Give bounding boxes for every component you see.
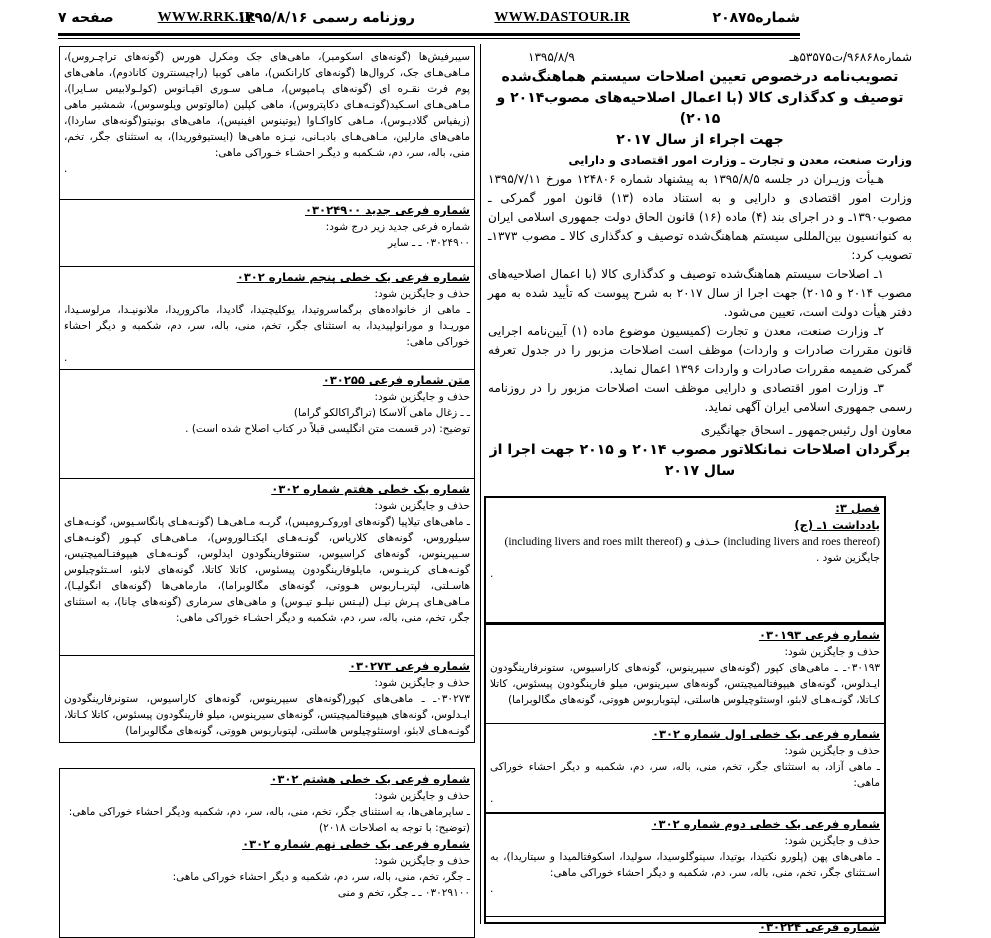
decree-column (488, 48, 912, 482)
dot-marker: . (490, 568, 494, 580)
decree-clause-1: ۱ـ اصلاحات سیستم هماهنگ‌شده توصیف و کدگذاری کالا (با اعمال اصلاحیه‌های مصوب ۲۰۱۴ و ۲۰۱۵) جهت اجرا از سال ۲۰۱۷ به شرح پیوست که تأیید شده به مهر دفتر هیأت دولت است، تعیین می‌شود. (488, 267, 912, 319)
column-divider (480, 44, 481, 924)
dastour-link[interactable]: WWW.DASTOUR.IR (494, 10, 630, 25)
dot-marker: . (64, 163, 68, 175)
section-instruction: حذف و جایگزین شود: (784, 745, 880, 757)
section-heading: شماره فرعی یک خطی نهم شماره ۰۳۰۲ (242, 837, 470, 851)
section-heading: شماره فرعی یک خطی دوم شماره ۰۳۰۲ (651, 817, 880, 831)
header-rule-thin (58, 38, 800, 39)
header-rule (58, 33, 800, 36)
section-text: ـ ـ زغال ماهی آلاسکا (تراگراکالکو گراما) (293, 407, 470, 419)
dot-marker: . (490, 793, 494, 805)
section-heading: شماره یک خطی هفتم شماره ۰۳۰۲ (271, 482, 470, 496)
section-heading: شماره فرعی جدید ۰۳۰۲۴۹۰۰ (305, 203, 470, 217)
section-heading: شماره فرعی ۰۳۰۱۹۳ (758, 628, 880, 642)
note-english-old: (including livers and roes thereof) (723, 536, 880, 548)
section-text: ۰۳۰۱۹۳ـ ـ ماهی‌های کپور (گونه‌های سیپرینوس، گونه‌های کاراسیوس، ستونرفارینگودون ایـدلوس، گونه‌های هیپوفتالمیچیتس، گونه‌های سیرینوس، میلو فارینگودون پیسئوس، کاتلا کـاتلا، گونـه‌هـای لابئو، اوستئوچیلوس هاسلتی، لپتوباربوس هووتی، گونه‌های مگالوبراما) (490, 662, 880, 706)
section-text: ۰۳۰۲۷۳ـ ـ ماهی‌های کپور(گونه‌های سیپرینوس، گونه‌های کاراسیوس، ستونرفارینگودون ایـدلوس، گونه‌های هیپوفتالمیچیتس، گونه‌های سیرینوس، میلو فارینگودون پیسئوس، کاتلا کـاتلا، گونـه‌هـای لابئو، اوستئوچیلوس هاسلتی، لپتوباربوس هووتی، گونه‌های مگالوبراما) (64, 693, 470, 737)
section-text: ـ سایرماهی‌ها، به استثنای جگر، تخم، منی، باله، سر، دم، شکمبه ودیگر احشاء خوراکی ماهی: (68, 806, 470, 818)
section-instruction: حذف و جایگزین شود: (784, 835, 880, 847)
decree-number: شماره۹۶۸۶۸/ت۵۳۵۷۵هـ (789, 50, 912, 64)
dot-marker: . (490, 883, 494, 895)
section-heading: شماره فرعی ۰۳۰۲۷۳ (348, 659, 470, 673)
section-heading: شماره فرعی یک خطی هشتم ۰۳۰۲ (270, 772, 470, 786)
ministries: وزارت صنعت، معدن و تجارت ـ وزارت امور اقتصادی و دارایی (568, 153, 912, 167)
decree-clause-3: ۳ـ وزارت امور اقتصادی و دارایی موظف است اصلاحات مزبور را در روزنامه رسمی جمهوری اسلامی ایران آگهی نماید. (488, 381, 912, 414)
note-english-new: (including livers and roes milt thereof) (504, 536, 683, 548)
section-text: ـ ماهی از خانواده‌های برگماسروتیدا، یوکلیچتیدا، گادیدا، ماکروریدا، ملانونیـدا، مرلوسـیدا، موریـدا و مورانولپیدیدا، به استثنای جگر، تخم، منی، باله، سر، دم، شکمبه و دیگر احشاء خوراکی ماهی: (64, 304, 470, 348)
subheading-03024900 (60, 200, 474, 267)
note-heading: یادداشت ۱ـ (ج) (794, 518, 880, 532)
left-amendments-table (59, 46, 475, 743)
chapter-note-section (486, 498, 884, 625)
right-amendments-table (484, 496, 886, 934)
decree-clause-2: ۲ـ وزارت صنعت، معدن و تجارت (کمیسیون موضوع ماده (۱) آیین‌نامه اجرایی قانون مقررات صادرات و واردات) موظف است اصلاحات مزبور را در جدول تعرفه گمرکی ضمیمه مقررات صادرات و واردات ۱۳۹۶ اعمال نماید. (488, 324, 912, 376)
section-instruction: حذف و جایگزین شود: (374, 855, 470, 867)
section-text: ـ ماهی‌های تیلاپیا (گونه‌های اوروکـرومیس)، گربـه مـاهی‌هـا (گونـه‌هـای پانگاسـیوس، گونـه‌هـای سیلوروس، گونه‌های کلاریاس، گونـه‌هـای ایکتـالوروس)، مـاهی‌هـای کپـور (گونـه‌هـای سـیپرینوس، گونه‌های کراسیوس، ستنوفارینگودون ایدلوس، گونـه‌هـای هیپوفتـالمیچتیس، گونـه‌هـای کرینـوس، مایلوفارینگودون پیسئوس، کاتلا کاتلا، گونه‌های لابئو، اسـتئوچیلوس هاسـلتی، لپتربـاربوس هـووتی، گونه‌های مگالوبراما)، مارماهی‌ها (گونه‌های انگولیـا)، مـاهی‌هـای پـرش نیـل (لیـتس نیلـو تیـوس) و ماهی‌های سرماری (گونه‌های چانا)، به استثنای جگر، تخم، منی، باله، سر، دم، شکمبه و دیگر احشـاء خوراکی ماهی: (64, 516, 470, 624)
section-instruction: شماره فرعی جدید زیر درج شود: (325, 221, 470, 233)
decree-date: ۱۳۹۵/۸/۹ (528, 50, 575, 64)
subheading-second-line-0302 (486, 814, 884, 917)
note-replace-text: جایگزین شود . (815, 552, 880, 564)
subheading-seventh-line-0302 (60, 479, 474, 656)
signature: معاون اول رئیس‌جمهور ـ اسحاق جهانگیری (700, 423, 912, 437)
page-number: صفحه ۷ (58, 10, 114, 26)
issue-number: شماره۲۰۸۷۵ (712, 10, 800, 26)
continued-section (60, 47, 474, 200)
rrk-link[interactable]: WWW.RRK.IR (157, 10, 255, 25)
section-heading: شماره فرعی یک خطی اول شماره ۰۳۰۲ (651, 727, 880, 741)
subheading-030224 (486, 917, 884, 938)
decree-title-line3: جهت اجراء از سال ۲۰۱۷ (616, 132, 784, 148)
subheading-fifth-line-0302 (60, 267, 474, 370)
section-text: ـ ماهی‌های پهن (پلورو نکتیدا، بوتیدا، سینوگلوسیدا، سولیدا، اسکوفتالمیدا و سیتاریدا)، به اسـتثنای جگر، تخم، منی، باله، سر، دم، شکمبه و دیگر احشاء خوراکی ماهی: (490, 851, 880, 879)
section-text: ـ ماهی آزاد، به استثنای جگر، تخم، منی، باله، سر، دم، شکمبه و دیگر احشاء خوراکی ماهی: (490, 761, 880, 789)
section-heading: متن شماره فرعی ۰۳۰۲۵۵ (322, 373, 470, 387)
section-instruction: حذف و جایگزین شود: (374, 288, 470, 300)
subheading-030193 (486, 625, 884, 724)
subheading-030273 (60, 656, 474, 741)
section-text: ۰۳۰۲۴۹۰۰ ـ ـ سایر (387, 237, 470, 249)
section-subitem: ۰۳۰۲۹۱۰۰ ـ ـ جگر، تخم و منی (337, 887, 470, 899)
translation-title: برگردان اصلاحات نمانکلاتور مصوب ۲۰۱۴ و ۲۰۱۵ جهت اجرا از سال ۲۰۱۷ (489, 442, 911, 479)
section-text: ـ جگر، تخم، منی، باله، سر، دم، شکمبه و دیگر احشاء خوراکی ماهی: (172, 871, 470, 883)
section-note: (توضیح: با توجه به اصلاحات ۲۰۱۸) (318, 822, 470, 834)
subheading-030255 (60, 370, 474, 479)
section-instruction: حذف و جایگزین شود: (784, 646, 880, 658)
section-text: سیبرفیش‌ها (گونه‌های اسکومبر)، ماهی‌های جک ومکرل هورس (گونه‌های تراچـروس)، مـاهی‌هـای جک، کروال‌ها (گونه‌های کارانکس)، ماهی کوبیا (راچیسنترون کانادوم)، ماهی‌های پوم فرت نقـره ای (گونه‌های پـامپوس)، مـاهی سـوری اقیـانوس (کولـولابیس سـایرا)، مـاهی‌هـای اسـکید(گونـه‌هـای دکاپتروس)، ماهی کپلین (مالوتوس ویلوسوس)، شمشیر ماهی (زیفیاس گلادیـوس)، مـاهی کاواکـاوا (یوتینوس افینیس)، ماهی‌های بونیتو(گونه‌های ساردا)، ماهی‌های مارلین، مـاهی‌هـای بادبـانی، نیـزه ماهی‌ها (ایستیوفوریدا)، به استثنای جگر، تخم، منی، باله، سر، دم، شـکمبه و دیگـر احشـاء خـوراکی ماهی: (64, 51, 470, 159)
chapter-heading: فصل ۳: (835, 501, 880, 515)
decree-title-line2: توصیف و کدگذاری کالا (با اعمال اصلاحیه‌های مصوب۲۰۱۴ و ۲۰۱۵) (496, 90, 904, 127)
subheading-first-line-0302 (486, 724, 884, 814)
decree-title-line1: تصویب‌نامه درخصوص تعیین اصلاحات سیستم هماهنگ‌شده (501, 69, 899, 85)
section-instruction: حذف و جایگزین شود: (374, 391, 470, 403)
decree-intro: هـیأت وزیـران در جلسه ۱۳۹۵/۸/۵ به پیشنهاد شماره ۱۲۴۸۰۶ مورخ ۱۳۹۵/۷/۱۱ وزارت امور اقتصادی و دارایی و به استناد ماده (۱۳) قانون امور گمرکی ـ مصوب۱۳۹۰ـ و در اجرای بند (۴) ماده (۱۶) قانون الحاق دولت جمهوری اسلامی ایران به کنوانسیون بین‌المللی سیستم هماهنگ‌شده توصیف و کدگذاری کالا ـ مصوب ۱۳۷۳ـ تصویب کرد: (488, 172, 912, 262)
section-instruction: حذف و جایگزین شود: (374, 677, 470, 689)
section-heading: شماره فرعی ۰۳۰۲۲۴ (758, 920, 880, 934)
dot-marker: . (64, 352, 68, 364)
section-instruction: حذف و جایگزین شود: (374, 790, 470, 802)
section-instruction: حذف و جایگزین شود: (374, 500, 470, 512)
newspaper-date: روزنامه رسمی ۱۳۹۵/۸/۱۶ (237, 10, 415, 26)
section-heading: شماره فرعی یک خطی پنجم شماره ۰۳۰۲ (236, 270, 470, 284)
page-header (58, 10, 800, 30)
note-delete-word: حـذف و (685, 536, 721, 548)
left-amendments-table-2 (59, 768, 475, 938)
section-note: توضیح: (در قسمت متن انگلیسی قبلاً در کتاب اصلاح شده است) . (185, 423, 470, 435)
